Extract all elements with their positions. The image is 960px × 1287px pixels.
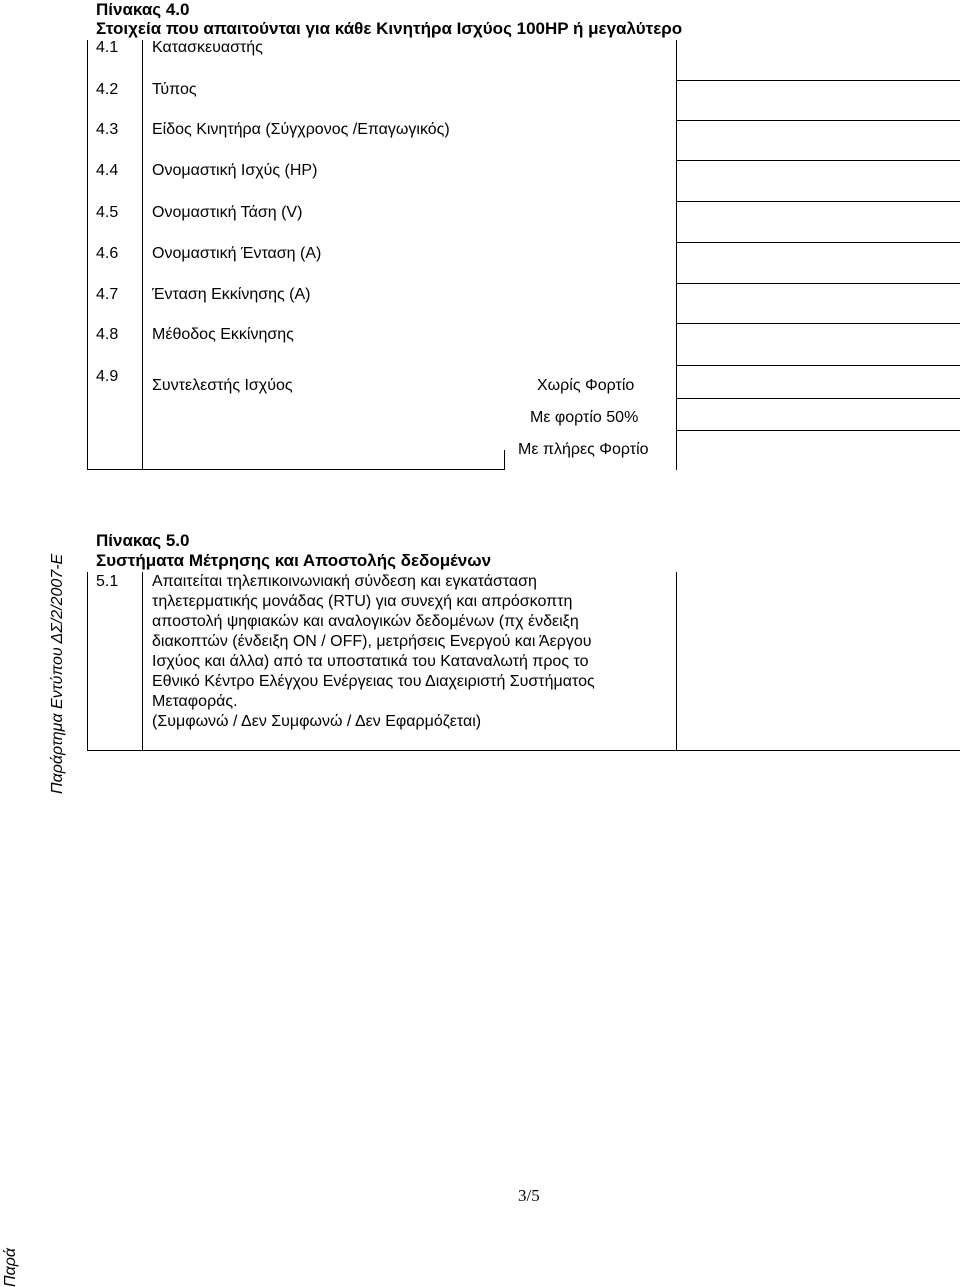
row-number: 4.8 <box>96 326 119 343</box>
row-label: Μέθοδος Εκκίνησης <box>152 326 294 343</box>
text-line: διακοπτών (ένδειξη ON / OFF), μετρήσεις Ενεργού και Άεργου <box>152 633 592 650</box>
row-number: 4.3 <box>96 121 119 138</box>
row-number: 4.9 <box>96 368 119 385</box>
row-label: Ονομαστική Ένταση (A) <box>152 245 322 262</box>
pf-load-label: Χωρίς Φορτίο <box>537 377 635 394</box>
text-line: Ισχύος και άλλα) από τα υποστατικά του Καταναλωτή προς το <box>152 653 589 670</box>
row-number: 4.2 <box>96 81 119 98</box>
row-label: Κατασκευαστής <box>152 39 263 56</box>
table4-caption: Πίνακας 4.0 <box>96 0 190 19</box>
table5-title: Συστήματα Μέτρησης και Αποστολής δεδομένων <box>96 551 492 570</box>
row-label: Ένταση Εκκίνησης (A) <box>152 286 311 303</box>
row-number: 5.1 <box>96 573 119 590</box>
requirement-text <box>152 572 672 732</box>
text-line: τηλετερματικής μονάδας (RTU) για συνεχή και απρόσκοπτη <box>152 593 573 610</box>
text-line: αποστολή ψηφιακών και αναλογικών δεδομένων (πχ ένδειξη <box>152 613 579 630</box>
corner-label: Παρά <box>2 1247 19 1287</box>
row-number: 4.7 <box>96 286 119 303</box>
row-label: Ονομαστική Ισχύς (HP) <box>152 162 318 179</box>
text-line: (Συμφωνώ / Δεν Συμφωνώ / Δεν Εφαρμόζεται) <box>152 713 482 730</box>
row-label: Ονομαστική Τάση (V) <box>152 204 303 221</box>
table5-caption: Πίνακας 5.0 <box>96 531 190 550</box>
row-number: 4.1 <box>96 39 119 56</box>
text-line: Μεταφοράς. <box>152 693 238 710</box>
row-number: 4.5 <box>96 204 119 221</box>
table4-title: Στοιχεία που απαιτούνται για κάθε Κινητήρα Ισχύος 100HP ή μεγαλύτερο <box>96 19 683 38</box>
text-line: Εθνικό Κέντρο Ελέγχου Ενέργειας του Διαχειριστή Συστήματος <box>152 673 595 690</box>
page-number: 3/5 <box>518 1186 540 1205</box>
row-label: Συντελεστής Ισχύος <box>152 377 293 394</box>
row-number: 4.4 <box>96 162 119 179</box>
row-label: Είδος Κινητήρα (Σύγχρονος /Επαγωγικός) <box>152 121 450 138</box>
text-line: Απαιτείται τηλεπικοινωνιακή σύνδεση και εγκατάσταση <box>152 573 537 590</box>
pf-load-label: Με φορτίο 50% <box>530 409 639 426</box>
pf-load-label: Με πλήρες Φορτίο <box>518 441 649 458</box>
row-number: 4.6 <box>96 245 119 262</box>
side-label: Παράρτημα Εντύπου ΔΣ/2/2007-Ε <box>49 553 66 794</box>
row-label: Τύπος <box>152 81 197 98</box>
